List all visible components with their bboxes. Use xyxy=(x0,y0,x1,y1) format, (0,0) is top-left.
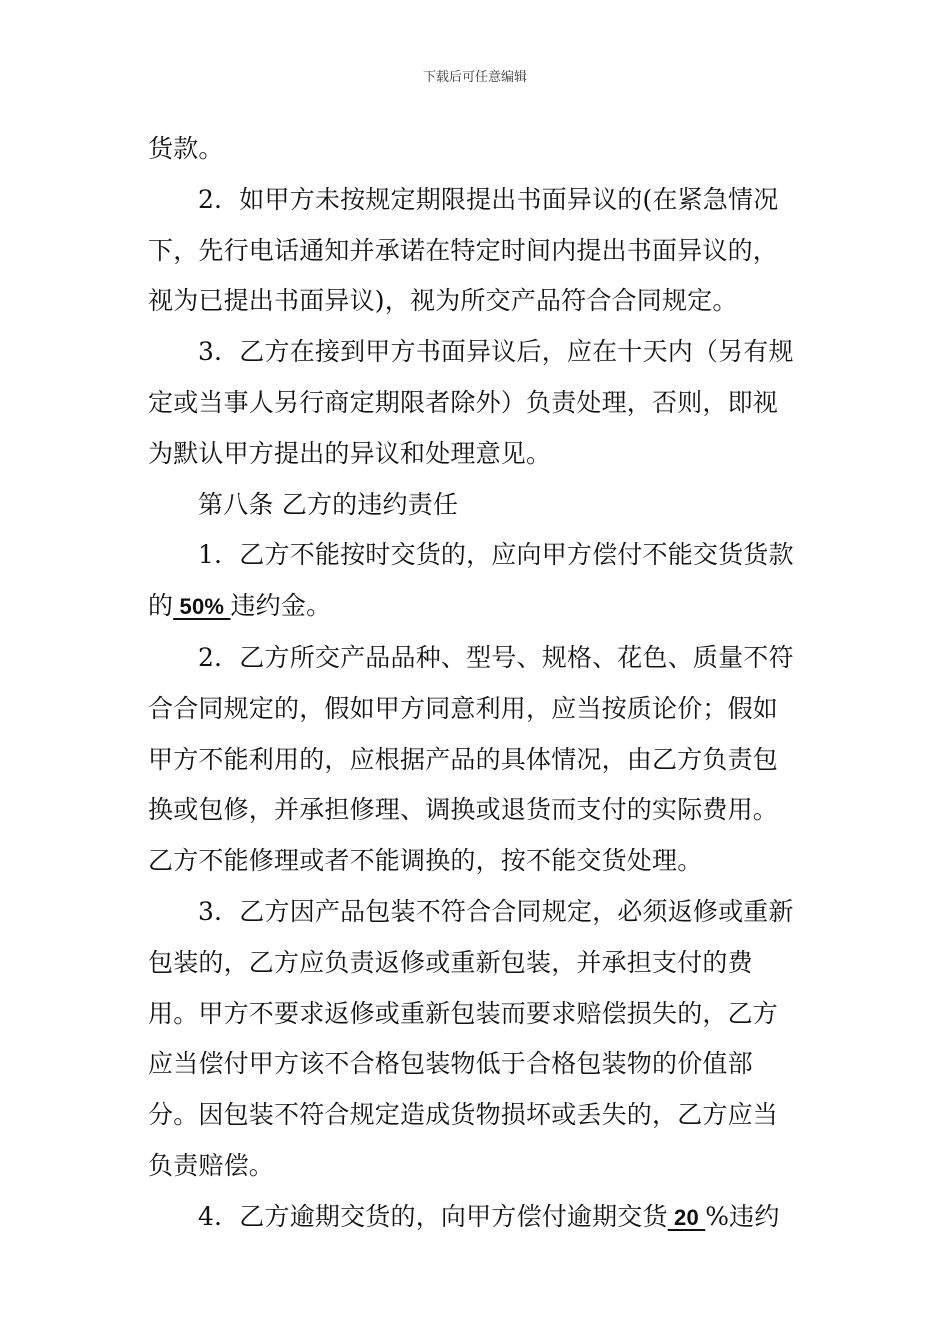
penalty-1-tail: 违约金。 xyxy=(230,591,332,621)
paragraph-clause-2-objection: 2．如甲方未按规定期限提出书面异议的(在紧急情况下，先行电话通知并承诺在特定时间内提出书面异议的，视为已提出书面异议)，视为所交产品符合合同规定。 xyxy=(148,184,779,316)
paragraph-penalty-3: 3．乙方因产品包装不符合合同规定，必须返修或重新包装的，乙方应负责返修或重新包装，并承担支付的费用。甲方不要求返修或重新包装而要求赔偿损失的，乙方应当偿付甲方该不合格包装物低于合格包装物的价值部分。因包装不符合规定造成货物损坏或丢失的，乙方应当负责赔偿。 xyxy=(148,896,794,1180)
late-rate-blank: 20 xyxy=(667,1204,706,1230)
penalty-4-tail: %违约 xyxy=(705,1201,780,1231)
paragraph-penalty-4 xyxy=(148,1192,800,1244)
penalty-4-text: 4．乙方逾期交货的，向甲方偿付逾期交货 xyxy=(198,1201,668,1231)
document-body xyxy=(148,124,800,1244)
paragraph-penalty-2: 2．乙方所交产品品种、型号、规格、花色、质量不符合合同规定的，假如甲方同意利用，应当按质论价；假如甲方不能利用的，应根据产品的具体情况，由乙方负责包换或包修，并承担修理、调换或退货而支付的实际费用。乙方不能修理或者不能调换的，按不能交货处理。 xyxy=(148,642,794,876)
paragraph-clause-3-handling: 3．乙方在接到甲方书面异议后，应在十天内（另有规定或当事人另行商定期限者除外）负责处理，否则，即视为默认甲方提出的异议和处理意见。 xyxy=(148,337,794,468)
page-header: 下载后可任意编辑 xyxy=(422,70,527,85)
paragraph-penalty-1 xyxy=(148,530,800,633)
penalty-rate-blank: 50% xyxy=(173,594,231,620)
article-8-heading: 第八条 乙方的违约责任 xyxy=(198,489,459,519)
paragraph-continuation: 货款。 xyxy=(148,134,224,163)
penalty-1-text: 1．乙方不能按时交货的，应向甲方偿付不能交货货款的 xyxy=(148,540,794,621)
